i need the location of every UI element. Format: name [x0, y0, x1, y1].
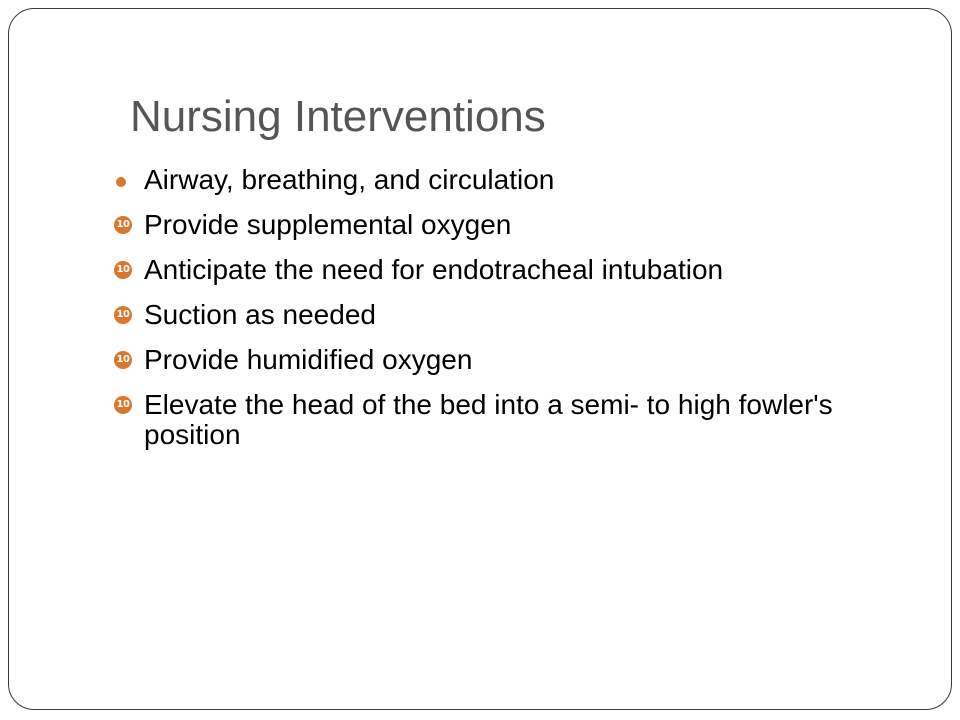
- bullet-text: Elevate the head of the bed into a semi- to high fowler's position: [144, 389, 833, 450]
- circled-ten-icon: 10: [114, 306, 132, 324]
- bullet-list: [113, 165, 913, 465]
- bullet-item-supplemental-oxygen: [113, 210, 913, 240]
- bullet-text: Suction as needed: [144, 299, 376, 330]
- bullet-text: Anticipate the need for endotracheal intubation: [144, 254, 724, 285]
- circled-ten-icon: 10: [114, 396, 132, 414]
- bullet-item-suction: [113, 300, 913, 330]
- circled-ten-icon: 10: [114, 351, 132, 369]
- bullet-text: Provide humidified oxygen: [144, 344, 473, 375]
- bullet-item-elevate-head: [113, 390, 913, 450]
- circled-ten-icon: 10: [114, 261, 132, 279]
- bullet-item-intubation: [113, 255, 913, 285]
- slide-frame: [8, 8, 952, 710]
- bullet-text: Provide supplemental oxygen: [144, 209, 512, 240]
- bullet-item-humidified-oxygen: [113, 345, 913, 375]
- slide-title: Nursing Interventions: [130, 92, 546, 141]
- bullet-item-airway: [113, 165, 913, 195]
- dot-icon: [116, 177, 126, 187]
- bullet-text: Airway, breathing, and circulation: [144, 164, 555, 195]
- circled-ten-icon: 10: [114, 216, 132, 234]
